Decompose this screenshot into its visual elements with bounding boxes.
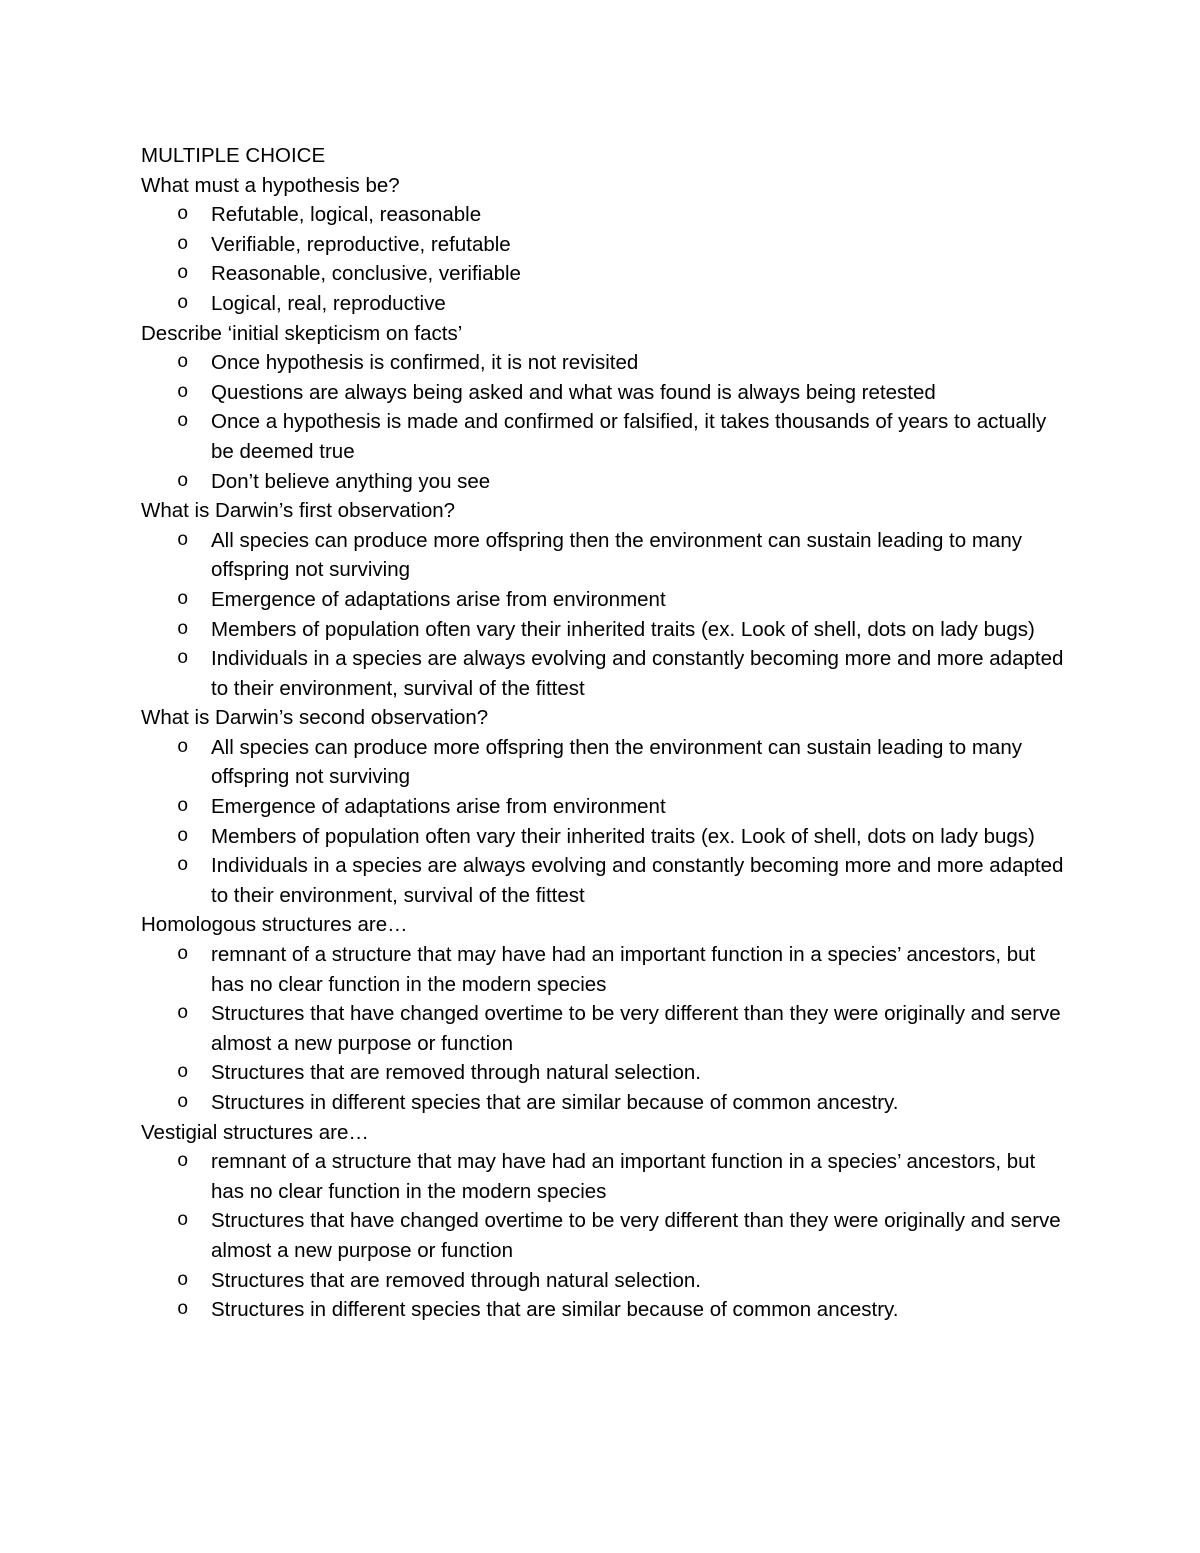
question-block [141, 171, 1071, 319]
option-item [141, 1206, 1071, 1265]
option-item [141, 1147, 1071, 1206]
option-item [141, 200, 1071, 230]
question-block [141, 496, 1071, 703]
option-text: Structures in different species that are similar because of common ancestry. [211, 1298, 899, 1322]
option-item [141, 378, 1071, 408]
question-block [141, 319, 1071, 497]
question-block [141, 703, 1071, 910]
option-item [141, 822, 1071, 852]
option-item [141, 585, 1071, 615]
option-item [141, 644, 1071, 703]
option-text: All species can produce more offspring then the environment can sustain leading to many offspring not surviving [211, 528, 1022, 582]
option-text: Structures that are removed through natural selection. [211, 1061, 701, 1085]
option-list [141, 200, 1071, 318]
option-text: Emergence of adaptations arise from environment [211, 587, 666, 611]
question-text: What is Darwin’s first observation? [141, 499, 456, 523]
circle-bullet-icon: o [177, 262, 189, 285]
option-text: Members of population often vary their inherited traits (ex. Look of shell, dots on lady bugs) [211, 617, 1035, 641]
option-text: Once a hypothesis is made and confirmed or falsified, it takes thousands of years to actually be deemed true [211, 410, 1047, 463]
option-text: Individuals in a species are always evolving and constantly becoming more and more adapted to their environment, survival of the fittest [211, 647, 1064, 700]
question-text: Vestigial structures are… [141, 1120, 369, 1144]
question-text: What is Darwin’s second observation? [141, 706, 489, 730]
circle-bullet-icon: o [177, 380, 189, 403]
circle-bullet-icon: o [177, 1209, 189, 1232]
circle-bullet-icon: o [177, 1002, 189, 1025]
option-text: Once hypothesis is confirmed, it is not revisited [211, 351, 639, 375]
option-item [141, 1058, 1071, 1088]
option-item [141, 999, 1071, 1058]
option-item [141, 733, 1071, 792]
circle-bullet-icon: o [177, 232, 189, 255]
option-item [141, 526, 1071, 585]
question-list [141, 171, 1071, 1325]
option-text: Logical, real, reproductive [211, 291, 446, 315]
circle-bullet-icon: o [177, 587, 189, 610]
option-item [141, 1295, 1071, 1325]
question-text: What must a hypothesis be? [141, 173, 400, 197]
circle-bullet-icon: o [177, 735, 189, 758]
question-block [141, 910, 1071, 1117]
question-text: Homologous structures are… [141, 913, 408, 937]
circle-bullet-icon: o [177, 1298, 189, 1321]
option-list [141, 733, 1071, 911]
option-list [141, 348, 1071, 496]
circle-bullet-icon: o [177, 469, 189, 492]
option-text: Members of population often vary their inherited traits (ex. Look of shell, dots on lady bugs) [211, 824, 1035, 848]
option-item [141, 1266, 1071, 1296]
page-heading: MULTIPLE CHOICE [141, 144, 326, 167]
option-text: Emergence of adaptations arise from environment [211, 795, 666, 819]
option-item [141, 851, 1071, 910]
option-text: Don’t believe anything you see [211, 469, 491, 493]
circle-bullet-icon: o [177, 203, 189, 226]
circle-bullet-icon: o [177, 943, 189, 966]
circle-bullet-icon: o [177, 1061, 189, 1084]
option-item [141, 940, 1071, 999]
option-text: remnant of a structure that may have had an important function in a species’ ancestors, but has no clear function in the modern species [211, 943, 1036, 996]
option-text: Structures that have changed overtime to be very different than they were originally and serve almost a new purpose or function [211, 1002, 1061, 1055]
option-text: Structures in different species that are similar because of common ancestry. [211, 1091, 899, 1114]
option-list [141, 526, 1071, 704]
circle-bullet-icon: o [177, 617, 189, 640]
document-page [141, 141, 1071, 1325]
circle-bullet-icon: o [177, 351, 189, 374]
option-text: Reasonable, conclusive, verifiable [211, 262, 521, 286]
option-text: Questions are always being asked and what was found is always being retested [211, 380, 936, 404]
circle-bullet-icon: o [177, 854, 189, 877]
option-text: All species can produce more offspring then the environment can sustain leading to many offspring not surviving [211, 735, 1022, 789]
circle-bullet-icon: o [177, 795, 189, 818]
circle-bullet-icon: o [177, 291, 189, 314]
option-item [141, 792, 1071, 822]
circle-bullet-icon: o [177, 1150, 189, 1173]
option-text: Structures that have changed overtime to be very different than they were originally and serve almost a new purpose or function [211, 1209, 1061, 1262]
option-list [141, 1147, 1071, 1325]
option-text: Verifiable, reproductive, refutable [211, 232, 511, 256]
option-item [141, 259, 1071, 289]
option-item [141, 1088, 1071, 1118]
circle-bullet-icon: o [177, 824, 189, 847]
circle-bullet-icon: o [177, 1091, 189, 1113]
option-text: remnant of a structure that may have had an important function in a species’ ancestors, but has no clear function in the modern species [211, 1150, 1036, 1203]
option-item [141, 467, 1071, 497]
option-item [141, 348, 1071, 378]
option-item [141, 230, 1071, 260]
question-block [141, 1118, 1071, 1325]
circle-bullet-icon: o [177, 410, 189, 433]
circle-bullet-icon: o [177, 647, 189, 670]
option-item [141, 289, 1071, 319]
question-text: Describe ‘initial skepticism on facts’ [141, 321, 463, 345]
option-item [141, 407, 1071, 466]
option-list [141, 940, 1071, 1118]
option-text: Structures that are removed through natural selection. [211, 1268, 701, 1292]
option-text: Individuals in a species are always evolving and constantly becoming more and more adapted to their environment, survival of the fittest [211, 854, 1064, 907]
option-text: Refutable, logical, reasonable [211, 203, 482, 227]
circle-bullet-icon: o [177, 528, 189, 551]
circle-bullet-icon: o [177, 1268, 189, 1291]
option-item [141, 615, 1071, 645]
